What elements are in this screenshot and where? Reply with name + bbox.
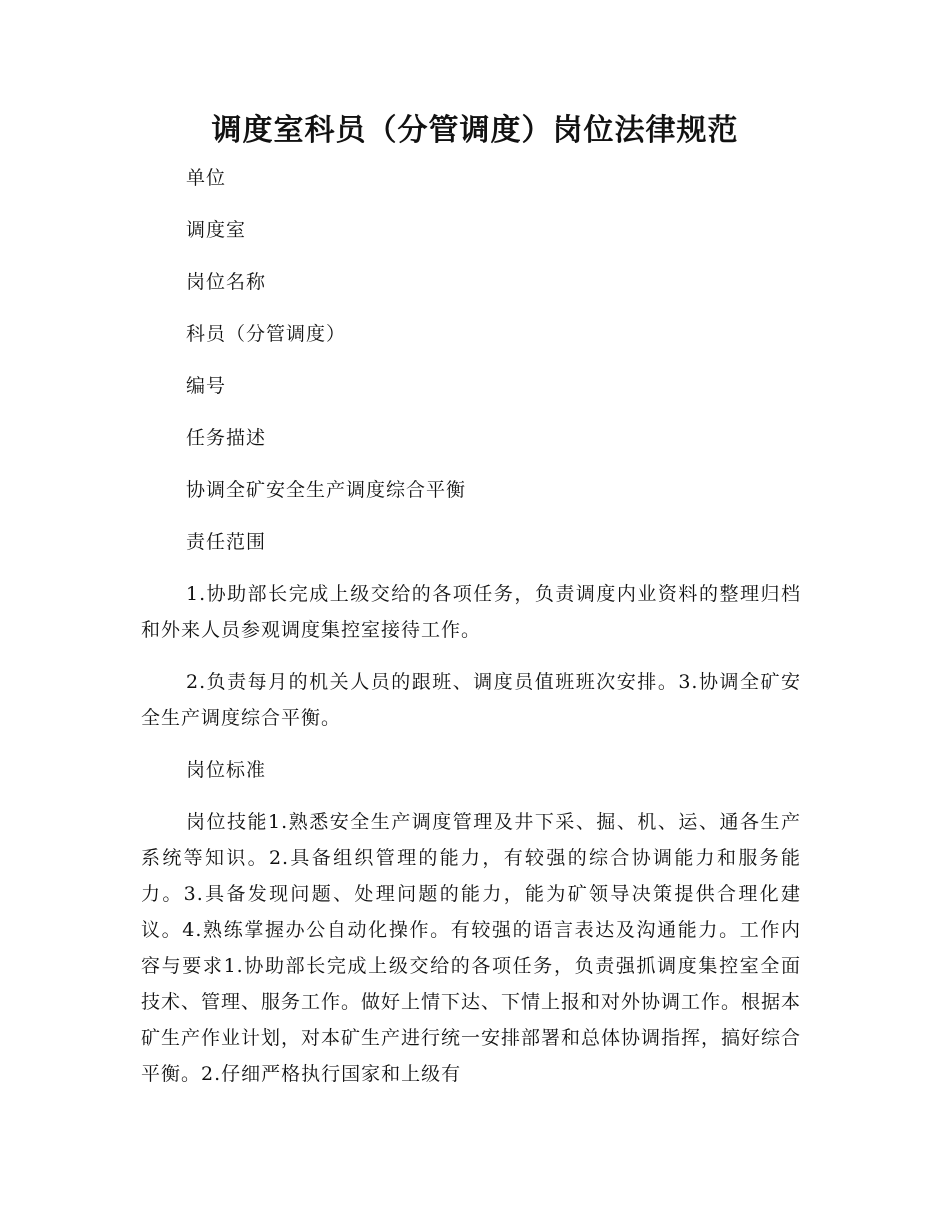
paragraph-list [141, 576, 801, 1092]
field-unit-value: 调度室 [186, 219, 247, 241]
field-task-label: 任务描述 [186, 427, 267, 449]
document-title: 调度室科员（分管调度）岗位法律规范 [211, 113, 739, 148]
section-heading-standard: 岗位标准 [186, 759, 267, 781]
field-position-value: 科员（分管调度） [186, 323, 347, 345]
field-unit-label: 单位 [186, 167, 227, 189]
paragraph-scope-1: 1.协助部长完成上级交给的各项任务，负责调度内业资料的整理归档和外来人员参观调度集控室接待工作。 [141, 583, 801, 641]
paragraph-scope-2: 2.负责每月的机关人员的跟班、调度员值班班次安排。3.协调全矿安全生产调度综合平衡。 [141, 671, 801, 729]
field-scope-label: 责任范围 [186, 531, 267, 553]
field-position-label: 岗位名称 [186, 271, 267, 293]
field-list [141, 160, 801, 560]
field-code-label: 编号 [186, 375, 227, 397]
document-body [141, 160, 801, 1092]
field-task-value: 协调全矿安全生产调度综合平衡 [186, 479, 467, 501]
paragraph-standard-body: 岗位技能1.熟悉安全生产调度管理及井下采、掘、机、运、通各生产系统等知识。2.具备组织管理的能力，有较强的综合协调能力和服务能力。3.具备发现问题、处理问题的能力，能为矿领导决策提供合理化建议。4.熟练掌握办公自动化操作。有较强的语言表达及沟通能力。工作内容与要求1.协助部长完成上级交给的各项任务，负责强抓调度集控室全面技术、管理、服务工作。做好上情下达、下情上报和对外协调工作。根据本矿生产作业计划，对本矿生产进行统一安排部署和总体协调指挥，搞好综合平衡。2.仔细严格执行国家和上级有 [141, 811, 802, 1085]
